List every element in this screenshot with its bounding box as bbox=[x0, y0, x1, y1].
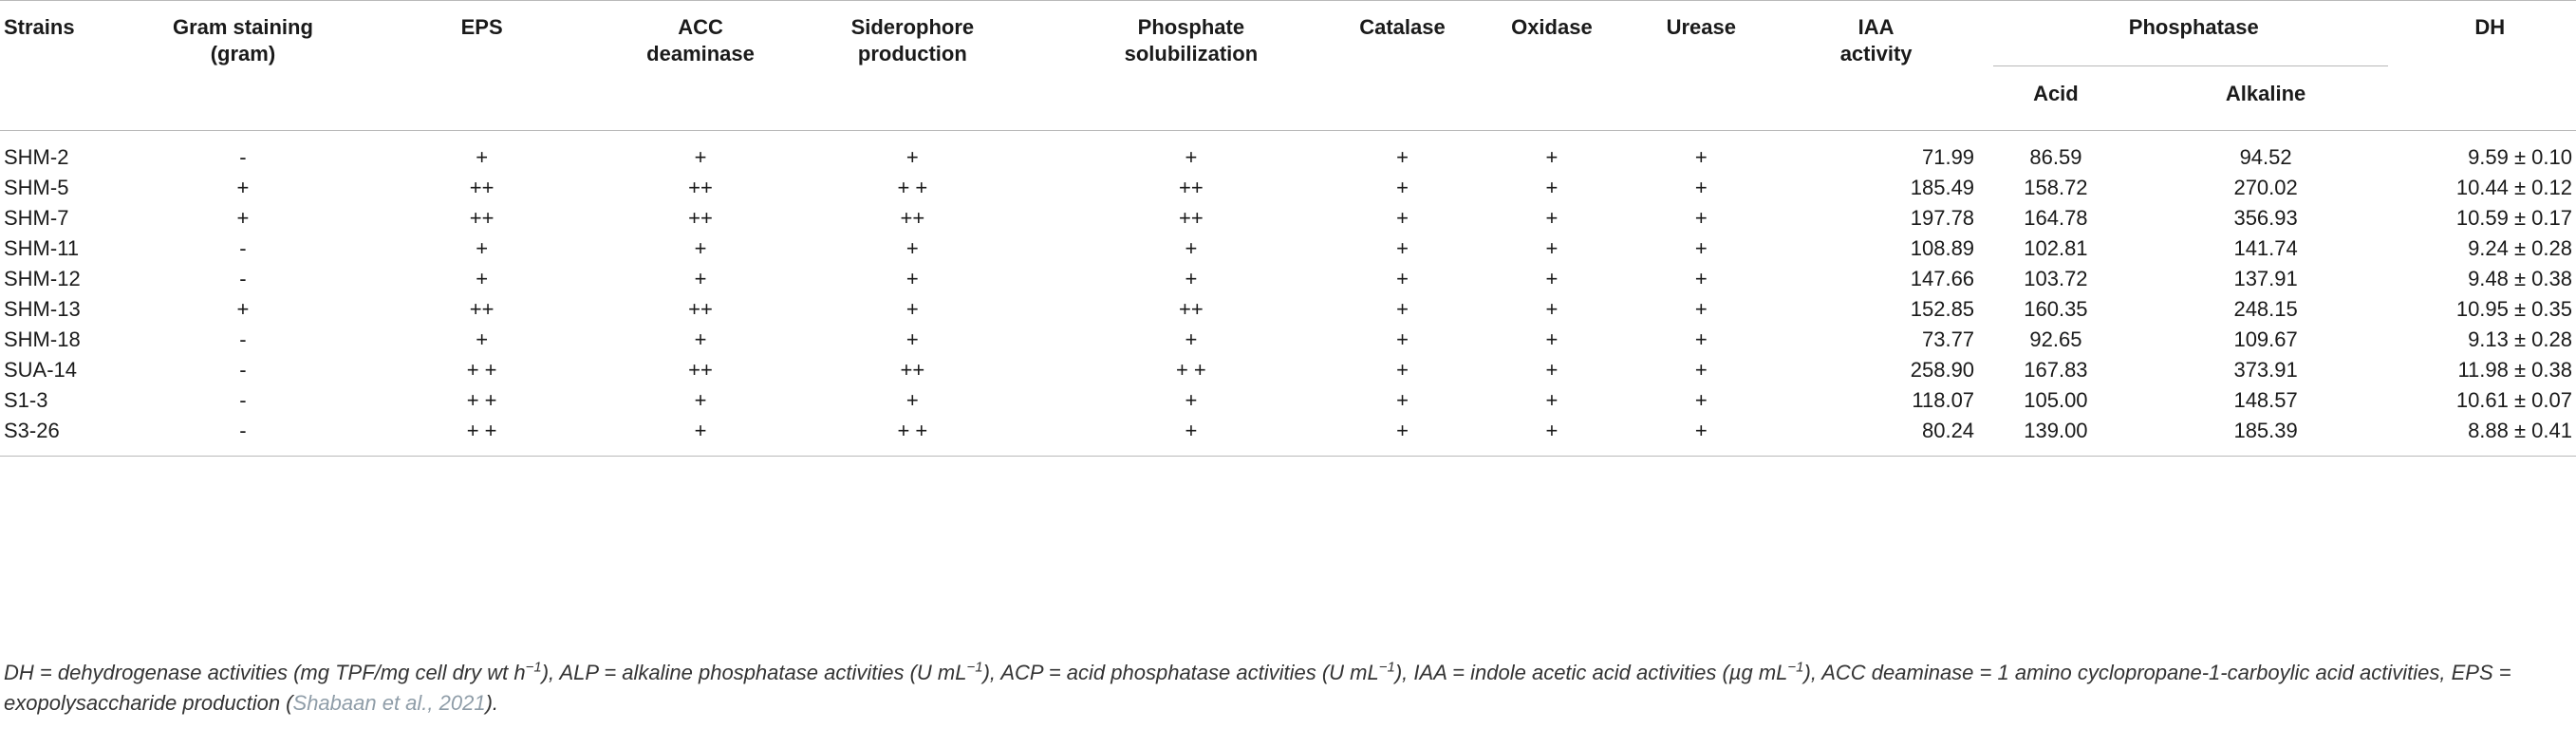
cell-siderophore: + bbox=[905, 388, 919, 412]
cell-dh: 8.88 ± 0.41 bbox=[2468, 419, 2572, 442]
cell-acc: + bbox=[694, 145, 707, 169]
cell-acc: + bbox=[694, 388, 707, 412]
header-phosphatase: Phosphatase bbox=[1984, 1, 2403, 68]
cell-acid: 160.35 bbox=[2024, 297, 2088, 321]
cell-acid: 139.00 bbox=[2024, 419, 2088, 442]
cell-acc: ++ bbox=[688, 176, 713, 199]
cell-urease: + bbox=[1694, 327, 1708, 351]
cell-eps: ++ bbox=[469, 176, 495, 199]
header-gram-staining: Gram staining (gram) bbox=[172, 15, 313, 65]
cell-dh: 10.59 ± 0.17 bbox=[2455, 206, 2572, 230]
cell-siderophore: + bbox=[905, 297, 919, 321]
cell-catalase: + bbox=[1396, 388, 1409, 412]
cell-oxidase: + bbox=[1545, 206, 1559, 230]
cell-catalase: + bbox=[1396, 236, 1409, 260]
cell-acc: + bbox=[694, 267, 707, 290]
cell-phosphate: ++ bbox=[1179, 297, 1204, 321]
cell-phosphate: + + bbox=[1175, 358, 1206, 382]
cell-urease: + bbox=[1694, 358, 1708, 382]
cell-catalase: + bbox=[1396, 419, 1409, 442]
header-strains: Strains bbox=[4, 15, 75, 39]
cell-alkaline: 94.52 bbox=[2239, 145, 2292, 169]
table-row bbox=[0, 264, 2576, 294]
cell-eps: ++ bbox=[469, 297, 495, 321]
cell-catalase: + bbox=[1396, 267, 1409, 290]
cell-dh: 9.24 ± 0.28 bbox=[2468, 236, 2572, 260]
cell-strain: SHM-7 bbox=[4, 206, 69, 230]
cell-iaa: 71.99 bbox=[1921, 145, 1975, 169]
cell-iaa: 152.85 bbox=[1910, 297, 1975, 321]
cell-siderophore: ++ bbox=[900, 358, 925, 382]
table-row bbox=[0, 355, 2576, 385]
cell-acc: + bbox=[694, 419, 707, 442]
cell-urease: + bbox=[1694, 145, 1708, 169]
header-oxidase: Oxidase bbox=[1511, 15, 1593, 39]
cell-phosphate: + bbox=[1185, 145, 1198, 169]
cell-strain: SHM-11 bbox=[4, 236, 80, 260]
cell-dh: 9.13 ± 0.28 bbox=[2468, 327, 2572, 351]
cell-eps: + bbox=[476, 267, 489, 290]
table-row bbox=[0, 416, 2576, 457]
cell-eps: ++ bbox=[469, 206, 495, 230]
cell-alkaline: 137.91 bbox=[2233, 267, 2298, 290]
cell-alkaline: 356.93 bbox=[2233, 206, 2298, 230]
cell-strain: SUA-14 bbox=[4, 358, 78, 382]
cell-dh: 10.95 ± 0.35 bbox=[2455, 297, 2572, 321]
cell-oxidase: + bbox=[1545, 327, 1559, 351]
table-row bbox=[0, 131, 2576, 174]
cell-urease: + bbox=[1694, 206, 1708, 230]
cell-iaa: 258.90 bbox=[1910, 358, 1975, 382]
cell-gram: - bbox=[239, 267, 247, 290]
cell-oxidase: + bbox=[1545, 297, 1559, 321]
cell-acid: 92.65 bbox=[2029, 327, 2082, 351]
cell-gram: + bbox=[236, 176, 250, 199]
cell-urease: + bbox=[1694, 419, 1708, 442]
cell-acid: 167.83 bbox=[2024, 358, 2088, 382]
phosphatase-group-rule bbox=[1993, 41, 2388, 66]
cell-gram: - bbox=[239, 419, 247, 442]
cell-gram: + bbox=[236, 206, 250, 230]
cell-iaa: 118.07 bbox=[1912, 388, 1975, 412]
cell-siderophore: + bbox=[905, 236, 919, 260]
cell-strain: S1-3 bbox=[4, 388, 48, 412]
cell-acc: ++ bbox=[688, 206, 713, 230]
cell-alkaline: 148.57 bbox=[2233, 388, 2298, 412]
cell-iaa: 185.49 bbox=[1910, 176, 1975, 199]
cell-iaa: 197.78 bbox=[1910, 206, 1975, 230]
cell-acid: 158.72 bbox=[2024, 176, 2088, 199]
cell-siderophore: ++ bbox=[900, 206, 925, 230]
cell-phosphate: ++ bbox=[1179, 206, 1204, 230]
cell-oxidase: + bbox=[1545, 419, 1559, 442]
cell-catalase: + bbox=[1396, 358, 1409, 382]
cell-phosphate: + bbox=[1185, 267, 1198, 290]
cell-dh: 10.61 ± 0.07 bbox=[2455, 388, 2572, 412]
table-row bbox=[0, 203, 2576, 233]
cell-dh: 11.98 ± 0.38 bbox=[2457, 358, 2572, 382]
cell-acc: ++ bbox=[688, 358, 713, 382]
cell-oxidase: + bbox=[1545, 236, 1559, 260]
cell-siderophore: + bbox=[905, 327, 919, 351]
cell-urease: + bbox=[1694, 176, 1708, 199]
cell-acid: 102.81 bbox=[2024, 236, 2088, 260]
cell-urease: + bbox=[1694, 388, 1708, 412]
cell-acc: ++ bbox=[688, 297, 713, 321]
cell-eps: + + bbox=[466, 419, 497, 442]
cell-catalase: + bbox=[1396, 206, 1409, 230]
cell-iaa: 73.77 bbox=[1921, 327, 1975, 351]
header-dh: DH bbox=[2474, 15, 2506, 39]
cell-iaa: 147.66 bbox=[1910, 267, 1975, 290]
cell-eps: + + bbox=[466, 388, 497, 412]
cell-acid: 105.00 bbox=[2024, 388, 2088, 412]
cell-oxidase: + bbox=[1545, 176, 1559, 199]
header-siderophore: Siderophore production bbox=[850, 15, 975, 65]
cell-dh: 9.59 ± 0.10 bbox=[2468, 145, 2572, 169]
table-header bbox=[0, 1, 2576, 131]
cell-oxidase: + bbox=[1545, 145, 1559, 169]
header-acc-deaminase: ACC deaminase bbox=[646, 15, 755, 65]
cell-siderophore: + bbox=[905, 267, 919, 290]
cell-eps: + + bbox=[466, 358, 497, 382]
cell-phosphate: + bbox=[1185, 388, 1198, 412]
cell-siderophore: + + bbox=[897, 419, 928, 442]
header-alkaline: Alkaline bbox=[2225, 82, 2306, 105]
cell-urease: + bbox=[1694, 267, 1708, 290]
cell-siderophore: + bbox=[905, 145, 919, 169]
cell-acid: 86.59 bbox=[2029, 145, 2082, 169]
cell-gram: - bbox=[239, 327, 247, 351]
table-row bbox=[0, 294, 2576, 325]
table-row bbox=[0, 173, 2576, 203]
citation-link[interactable]: Shabaan et al., 2021 bbox=[292, 691, 486, 715]
header-acid: Acid bbox=[2033, 82, 2079, 105]
cell-oxidase: + bbox=[1545, 358, 1559, 382]
table-row bbox=[0, 325, 2576, 355]
cell-gram: - bbox=[239, 388, 247, 412]
cell-acc: + bbox=[694, 236, 707, 260]
cell-acid: 103.72 bbox=[2024, 267, 2088, 290]
cell-alkaline: 270.02 bbox=[2233, 176, 2298, 199]
cell-strain: SHM-18 bbox=[4, 327, 81, 351]
cell-gram: - bbox=[239, 358, 247, 382]
cell-dh: 9.48 ± 0.38 bbox=[2468, 267, 2572, 290]
cell-phosphate: + bbox=[1185, 236, 1198, 260]
header-iaa-activity: IAA activity bbox=[1839, 15, 1913, 65]
cell-catalase: + bbox=[1396, 145, 1409, 169]
cell-acc: + bbox=[694, 327, 707, 351]
cell-strain: SHM-2 bbox=[4, 145, 69, 169]
cell-urease: + bbox=[1694, 297, 1708, 321]
cell-alkaline: 109.67 bbox=[2233, 327, 2298, 351]
cell-phosphate: ++ bbox=[1179, 176, 1204, 199]
cell-strain: SHM-5 bbox=[4, 176, 69, 199]
cell-strain: SHM-13 bbox=[4, 297, 81, 321]
header-eps: EPS bbox=[460, 15, 503, 39]
cell-alkaline: 185.39 bbox=[2233, 419, 2298, 442]
cell-strain: SHM-12 bbox=[4, 267, 81, 290]
cell-acid: 164.78 bbox=[2024, 206, 2088, 230]
cell-alkaline: 248.15 bbox=[2233, 297, 2298, 321]
cell-catalase: + bbox=[1396, 327, 1409, 351]
cell-dh: 10.44 ± 0.12 bbox=[2455, 176, 2572, 199]
table-footnote: DH = dehydrogenase activities (mg TPF/mg cell dry wt $h^{-1}$), ALP = alkaline phosphatase activities (U $mL^{-1}$), ACP = acid phosphatase activities (U $mL^{-1}$), IAA = indole acetic acid activities (µg $mL^{-1}$), ACC deaminase = 1 amino cyclopropane-1-carboylic acid activities, EPS = exopolysaccharide production (Shabaan et al., 2021). bbox=[4, 659, 2511, 715]
cell-oxidase: + bbox=[1545, 267, 1559, 290]
header-phosphate-solubilization: Phosphate solubilization bbox=[1124, 15, 1259, 65]
cell-oxidase: + bbox=[1545, 388, 1559, 412]
cell-alkaline: 141.74 bbox=[2233, 236, 2298, 260]
cell-urease: + bbox=[1694, 236, 1708, 260]
cell-gram: + bbox=[236, 297, 250, 321]
cell-iaa: 80.24 bbox=[1921, 419, 1975, 442]
cell-eps: + bbox=[476, 236, 489, 260]
cell-eps: + bbox=[476, 145, 489, 169]
header-urease: Urease bbox=[1666, 15, 1736, 39]
table-row bbox=[0, 233, 2576, 264]
table-body bbox=[0, 131, 2576, 457]
cell-catalase: + bbox=[1396, 297, 1409, 321]
cell-gram: - bbox=[239, 236, 247, 260]
cell-phosphate: + bbox=[1185, 419, 1198, 442]
header-catalase: Catalase bbox=[1359, 15, 1446, 39]
cell-gram: - bbox=[239, 145, 247, 169]
cell-catalase: + bbox=[1396, 176, 1409, 199]
cell-iaa: 108.89 bbox=[1910, 236, 1975, 260]
table-row bbox=[0, 385, 2576, 416]
cell-strain: S3-26 bbox=[4, 419, 60, 442]
cell-siderophore: + + bbox=[897, 176, 928, 199]
cell-phosphate: + bbox=[1185, 327, 1198, 351]
cell-alkaline: 373.91 bbox=[2233, 358, 2298, 382]
cell-eps: + bbox=[476, 327, 489, 351]
